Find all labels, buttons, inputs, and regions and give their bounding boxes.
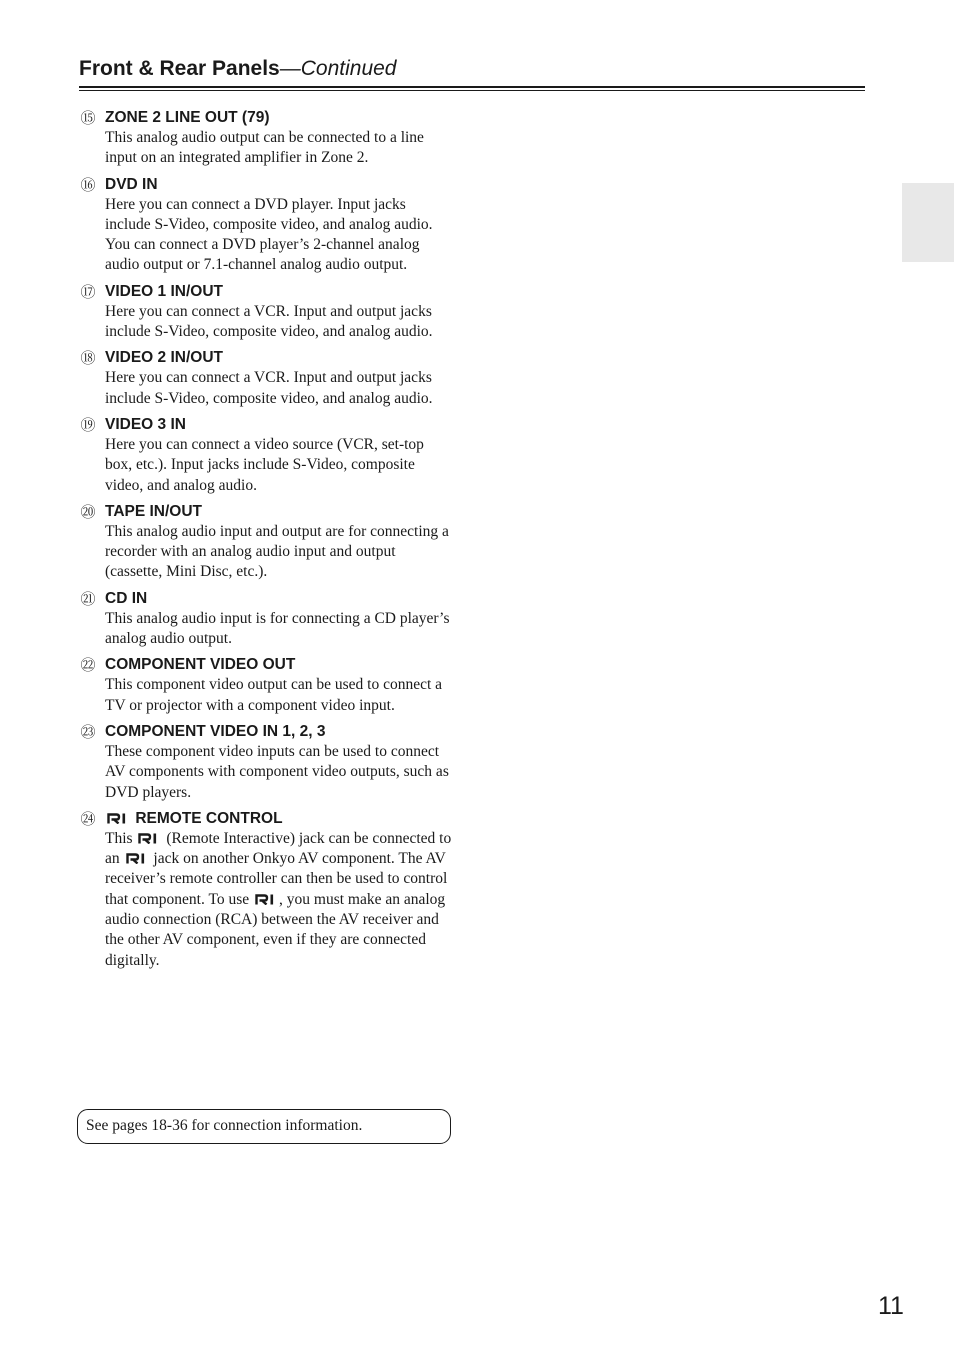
ri-logo-icon <box>107 813 129 824</box>
item-title: COMPONENT VIDEO IN 1, 2, 3 <box>105 722 326 740</box>
page-title <box>79 55 865 83</box>
list-item <box>79 348 454 409</box>
item-title: VIDEO 2 IN/OUT <box>105 349 223 367</box>
list-item <box>79 108 454 169</box>
item-title: COMPONENT VIDEO OUT <box>105 656 296 674</box>
item-title: DVD IN <box>105 175 158 193</box>
item-number: ㉑ <box>80 589 96 608</box>
item-number: ⑮ <box>80 109 96 127</box>
item-number: ⑲ <box>80 415 96 434</box>
list-item <box>79 655 454 716</box>
item-number: ⑱ <box>80 349 96 368</box>
item-title <box>105 809 454 829</box>
page-number: 11 <box>878 1292 904 1320</box>
item-title: VIDEO 3 IN <box>105 415 186 433</box>
list-item-remote-control <box>79 809 454 971</box>
continued-label: —Continued <box>279 57 397 80</box>
list-item <box>79 175 454 276</box>
item-title: CD IN <box>105 589 148 607</box>
remote-body-part-3: jack on another Onkyo AV component. The AV receiver’s remote controller can then be used to control that component. To use <box>105 850 448 908</box>
list-item <box>79 282 454 343</box>
list-item <box>79 415 454 496</box>
ri-logo-icon <box>138 833 160 844</box>
remote-control-title: REMOTE CONTROL <box>135 809 283 827</box>
item-description: Here you can connect a video source (VCR, set-top box, etc.). Input jacks include S-Video, composite video, and analog audio. <box>105 435 424 494</box>
item-description: Here you can connect a VCR. Input and output jacks include S-Video, composite video, and analog audio. <box>105 302 433 341</box>
page-header <box>79 55 865 83</box>
connection-note-text: See pages 18-36 for connection information. <box>86 1117 363 1134</box>
item-number: ㉔ <box>80 809 96 828</box>
side-tab <box>902 183 954 262</box>
list-item <box>79 722 454 803</box>
ri-logo-icon <box>126 853 148 864</box>
item-title: TAPE IN/OUT <box>105 502 203 520</box>
list-item <box>79 589 454 650</box>
item-description: This analog audio input is for connecting a CD player’s analog audio output. <box>105 609 450 648</box>
item-title: ZONE 2 LINE OUT (79) <box>105 109 270 126</box>
list-item <box>79 502 454 583</box>
item-number: ⑰ <box>80 282 96 301</box>
item-description: This analog audio output can be connected to a line input on an integrated amplifier in Zone 2. <box>105 129 424 167</box>
ri-logo-icon <box>255 894 277 905</box>
item-description: Here you can connect a VCR. Input and output jacks include S-Video, composite video, and analog audio. <box>105 369 433 407</box>
item-number: ㉒ <box>80 656 96 675</box>
item-description: This analog audio input and output are for connecting a recorder with an analog audio input and output (cassette, Mini Disc, etc.). <box>105 522 449 581</box>
item-description: These component video inputs can be used to connect AV components with component video outputs, such as DVD players. <box>105 742 449 801</box>
header-rule-thin <box>79 90 865 91</box>
remote-body-part-2: (Remote Interactive) jack can be connected to an <box>105 829 452 868</box>
item-number: ⑯ <box>80 175 96 194</box>
remote-body-part-4: , you must make an analog audio connection (RCA) between the AV receiver and the other AV component, even if they are connected digitally. <box>105 890 446 969</box>
item-description: This component video output can be used to connect a TV or projector with a component video input. <box>105 676 443 714</box>
item-description <box>105 829 454 971</box>
remote-body-part-1: This <box>105 829 133 847</box>
item-list <box>79 108 454 977</box>
item-number: ㉓ <box>80 722 96 741</box>
item-number: ⑳ <box>80 502 96 521</box>
header-rule-thick <box>79 86 865 88</box>
connection-note-box <box>77 1109 451 1144</box>
item-title: VIDEO 1 IN/OUT <box>105 282 223 300</box>
item-description: Here you can connect a DVD player. Input jacks include S-Video, composite video, and analog audio. You can connect a DVD player’s 2-channel analog audio output or 7.1-channel analog audio output. <box>105 195 433 274</box>
section-title: Front & Rear Panels <box>79 57 280 80</box>
